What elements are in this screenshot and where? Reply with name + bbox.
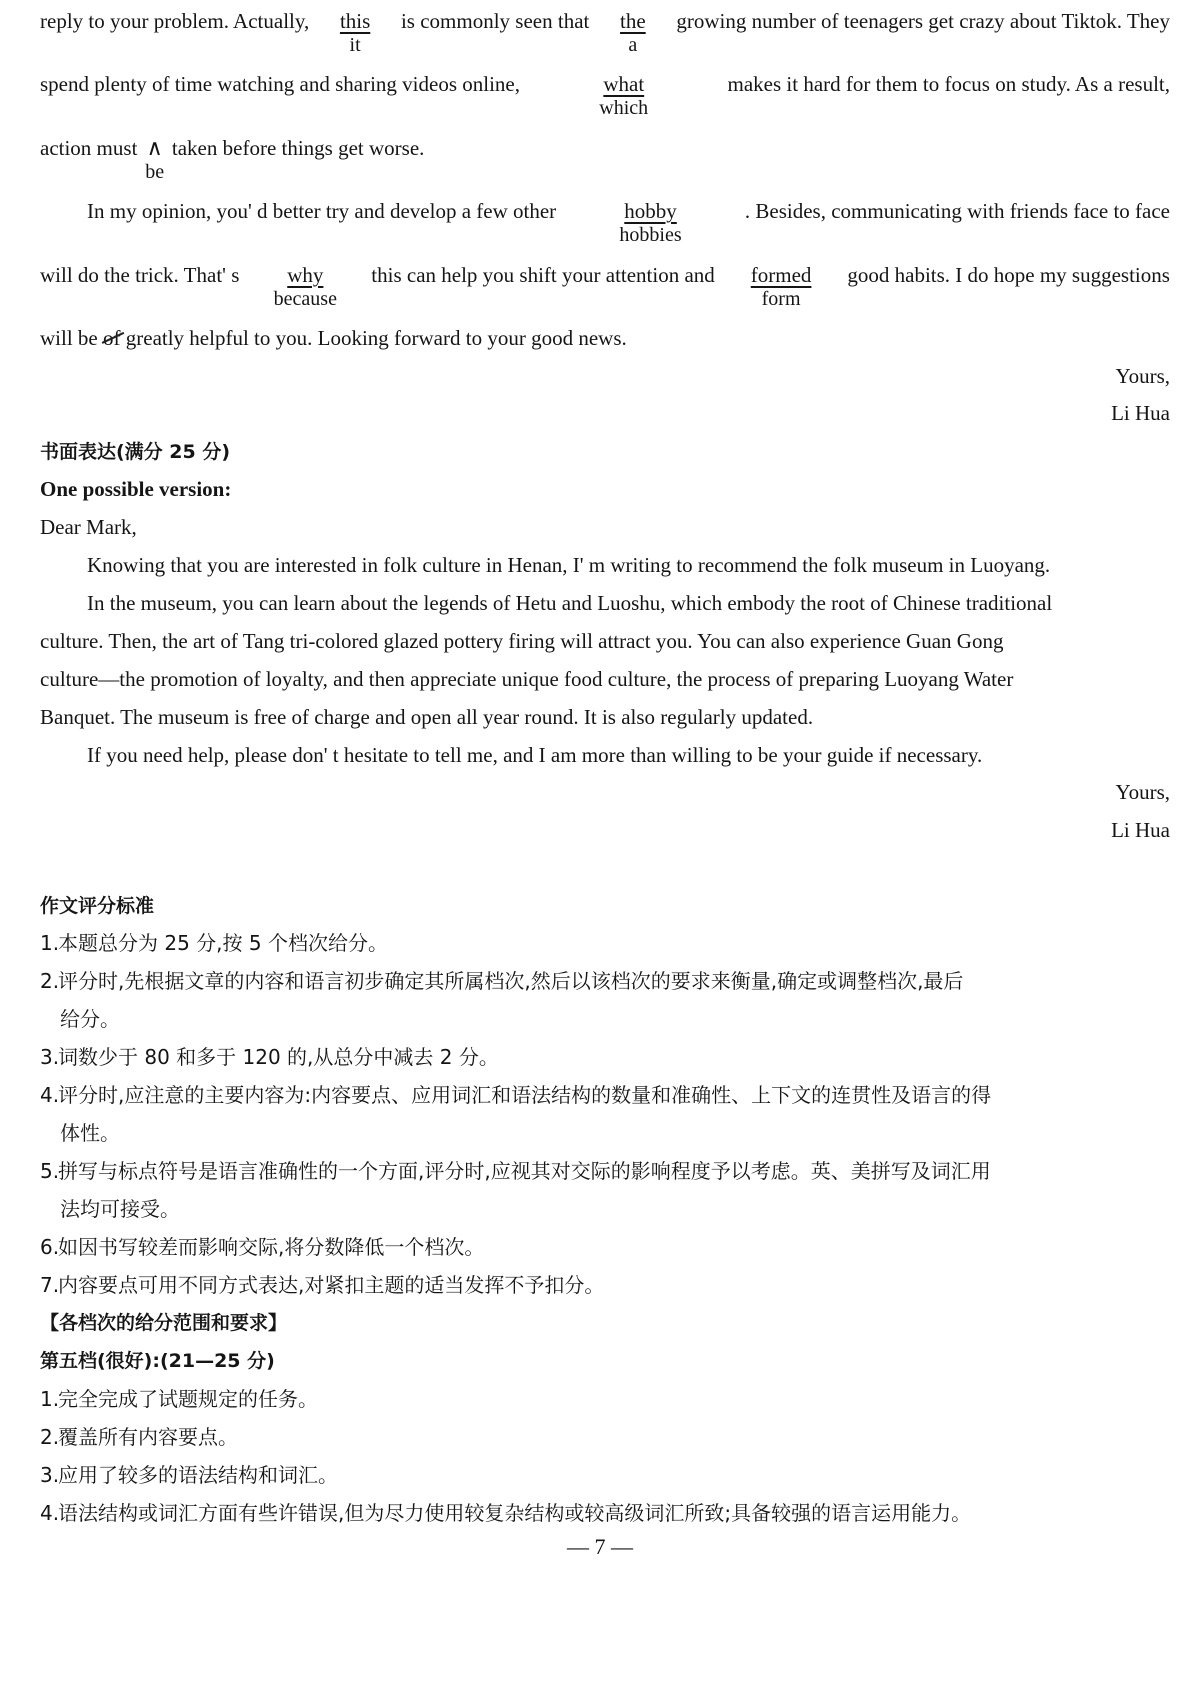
letter-line-5: will do the trick. That' s why because this can help you shift your attention and formed form good habits. I do hope my suggestions xyxy=(40,260,1170,290)
standard-item-2-cont: 给分。 xyxy=(60,1007,120,1031)
writing-line-2: In the museum, you can learn about the legends of Hetu and Luoshu, which embody the root of Chinese traditional xyxy=(87,591,1053,615)
insert-caret-icon: ∧ xyxy=(146,136,163,161)
standard-item-5-cont: 法均可接受。 xyxy=(60,1197,180,1221)
writing-line-6: If you need help, please don' t hesitate to tell me, and I am more than willing to be your guide if necessary. xyxy=(87,743,983,767)
standard-item-5: 5.拼写与标点符号是语言准确性的一个方面,评分时,应视其对交际的影响程度予以考虑。英、美拼写及词汇用 xyxy=(40,1159,991,1183)
letter-line-1: reply to your problem. Actually, this it is commonly seen that the a growing number of teenagers get crazy about Tiktok. They xyxy=(40,6,1170,36)
writing-heading: 书面表达(满分 25 分) xyxy=(40,441,231,463)
level5-item-2: 2.覆盖所有内容要点。 xyxy=(40,1425,238,1449)
writing-subheading: One possible version: xyxy=(40,477,232,501)
level5-heading: 第五档(很好):(21—25 分) xyxy=(40,1350,275,1372)
writing-line-5: Banquet. The museum is free of charge and open all year round. It is also regularly updated. xyxy=(40,705,814,729)
correction-what-which: what which xyxy=(599,72,649,119)
letter1-signature: Li Hua xyxy=(1111,401,1170,425)
range-heading: 【各档次的给分范围和要求】 xyxy=(40,1312,288,1334)
letter-line-3: action must ∧ be taken before things get worse. xyxy=(40,133,1170,163)
letter-line-6: will be of greatly helpful to you. Looking forward to your good news. xyxy=(40,323,1170,353)
correction-insert-be: ∧ be xyxy=(145,136,165,183)
page-number: — 7 — xyxy=(567,1534,633,1559)
letter-line-2: spend plenty of time watching and sharing videos online, what which makes it hard for them to focus on study. As a result, xyxy=(40,69,1170,99)
standard-item-2: 2.评分时,先根据文章的内容和语言初步确定其所属档次,然后以该档次的要求来衡量,确定或调整档次,最后 xyxy=(40,969,964,993)
level5-item-3: 3.应用了较多的语法结构和词汇。 xyxy=(40,1463,338,1487)
correction-the-a: the a xyxy=(620,9,646,56)
letter-line-4: In my opinion, you' d better try and develop a few other hobby hobbies . Besides, communicating with friends face to face xyxy=(87,196,1170,226)
writing-line-3: culture. Then, the art of Tang tri-colored glazed pottery firing will attract you. You can also experience Guan Gong xyxy=(40,629,1004,653)
correction-formed-form: formed form xyxy=(750,263,812,310)
standards-heading: 作文评分标准 xyxy=(40,895,155,917)
standard-item-6: 6.如因书写较差而影响交际,将分数降低一个档次。 xyxy=(40,1235,485,1259)
letter1-closing: Yours, xyxy=(1115,364,1170,388)
level5-item-4: 4.语法结构或词汇方面有些许错误,但为尽力使用较复杂结构或较高级词汇所致;具备较强的语言运用能力。 xyxy=(40,1501,972,1525)
writing-salutation: Dear Mark, xyxy=(40,515,137,539)
standard-item-1: 1.本题总分为 25 分,按 5 个档次给分。 xyxy=(40,931,388,955)
standard-item-3: 3.词数少于 80 和多于 120 的,从总分中减去 2 分。 xyxy=(40,1045,499,1069)
deleted-word: of xyxy=(103,323,121,353)
correction-hobby-hobbies: hobby hobbies xyxy=(619,199,682,246)
writing-signature: Li Hua xyxy=(1111,818,1170,842)
correction-this-it: this it xyxy=(339,9,371,56)
writing-line-4: culture—the promotion of loyalty, and then appreciate unique food culture, the process of preparing Luoyang Water xyxy=(40,667,1014,691)
level5-item-1: 1.完全完成了试题规定的任务。 xyxy=(40,1387,318,1411)
writing-closing: Yours, xyxy=(1115,780,1170,804)
standard-item-4: 4.评分时,应注意的主要内容为:内容要点、应用词汇和语法结构的数量和准确性、上下文的连贯性及语言的得 xyxy=(40,1083,992,1107)
writing-line-1: Knowing that you are interested in folk culture in Henan, I' m writing to recommend the folk museum in Luoyang. xyxy=(87,553,1051,577)
correction-why-because: why because xyxy=(273,263,337,310)
standard-item-7: 7.内容要点可用不同方式表达,对紧扣主题的适当发挥不予扣分。 xyxy=(40,1273,605,1297)
standard-item-4-cont: 体性。 xyxy=(60,1121,120,1145)
